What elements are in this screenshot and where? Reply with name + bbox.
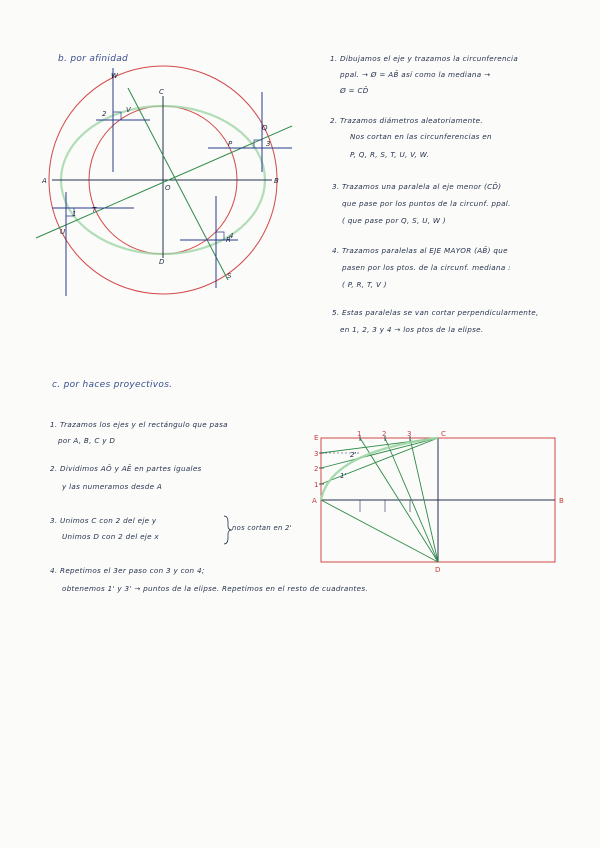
label-top-3: 3	[407, 430, 412, 438]
label-T: T	[92, 206, 97, 214]
step-b2-line3: P, Q, R, S, T, U, V, W.	[350, 150, 430, 159]
step-c1-line1: 1. Trazamos los ejes y el rectángulo que pasa	[50, 420, 228, 429]
step-b4-line3: ( P, R, T, V )	[342, 280, 387, 289]
label-point-4: 4	[229, 232, 234, 240]
label-C: C	[159, 88, 164, 96]
step-c4-line2: obtenemos 1' y 3' → puntos de la elipse. Repetimos en el resto de cuadrantes.	[62, 584, 368, 593]
label-side-3: 3	[314, 450, 319, 458]
label-C2: C	[441, 430, 446, 438]
label-top-2: 2	[382, 430, 387, 438]
step-b4-line1: 4. Trazamos paralelas al EJE MAYOR (AB̄) que	[332, 246, 508, 255]
step-c4-line1: 4. Repetimos el 3er paso con 3 y con 4;	[50, 566, 205, 575]
label-point-1: 1	[72, 210, 77, 218]
section-c-heading: c. por haces proyectivos.	[52, 380, 173, 390]
label-point-3: 3	[266, 140, 271, 148]
label-top-1: 1	[357, 430, 362, 438]
label-Q: Q	[262, 124, 268, 132]
label-A: A	[42, 177, 47, 185]
step-b3-line3: ( que pase por Q, S, U, W )	[342, 216, 447, 225]
label-V: V	[126, 106, 131, 114]
step-b1-line3: Ø = CD̄	[340, 86, 369, 95]
step-b3-line1: 3. Trazamos una paralela al eje menor (CD̄)	[332, 182, 502, 191]
step-b5-line1: 5. Estas paralelas se van cortar perpendicularmente,	[332, 308, 539, 317]
label-point-1prime: 1'	[340, 472, 347, 480]
label-W: W	[111, 72, 118, 80]
label-B: B	[274, 177, 279, 185]
step-c3-line1: 3. Unimos C con 2 del eje y	[50, 516, 157, 525]
step-c3-brace-note: nos cortan en 2'	[232, 524, 292, 532]
label-P: P	[228, 140, 233, 148]
label-side-1: 1	[314, 481, 319, 489]
step-b4-line2: pasen por los ptos. de la circunf. mediana :	[342, 263, 511, 272]
label-R: R	[226, 236, 231, 244]
label-O: O	[165, 184, 171, 192]
label-B2: B	[559, 497, 564, 505]
step-b3-line2: que pase por los puntos de la circunf. ppal.	[342, 199, 511, 208]
label-D2: D	[435, 566, 441, 574]
label-side-2: 2	[314, 465, 319, 473]
step-b1-line2: ppal. → Ø = AB̄ así como la mediana →	[340, 70, 491, 79]
label-E: E	[314, 434, 319, 442]
step-c1-line2: por A, B, C y D	[58, 436, 116, 445]
label-S: S	[227, 272, 232, 280]
label-point-2: 2	[102, 110, 107, 118]
step-b2-line1: 2. Trazamos diámetros aleatoriamente.	[330, 116, 483, 125]
label-U: U	[60, 228, 66, 236]
label-D: D	[159, 258, 165, 266]
step-c3-line2: Unimos D con 2 del eje x	[62, 532, 159, 541]
section-b-heading: b. por afinidad	[58, 54, 129, 64]
step-c2-line2: y las numeramos desde A	[62, 482, 163, 491]
step-b5-line2: en 1, 2, 3 y 4 → los ptos de la elipse.	[340, 325, 484, 334]
step-c2-line1: 2. Dividimos AŌ y AĒ en partes iguales	[50, 464, 202, 473]
step-b1-line1: 1. Dibujamos el eje y trazamos la circunferencia	[330, 54, 519, 63]
label-point-2prime: 2'	[350, 451, 357, 459]
label-A2: A	[312, 497, 317, 505]
step-b2-line2: Nos cortan en las circunferencias en	[350, 132, 492, 141]
